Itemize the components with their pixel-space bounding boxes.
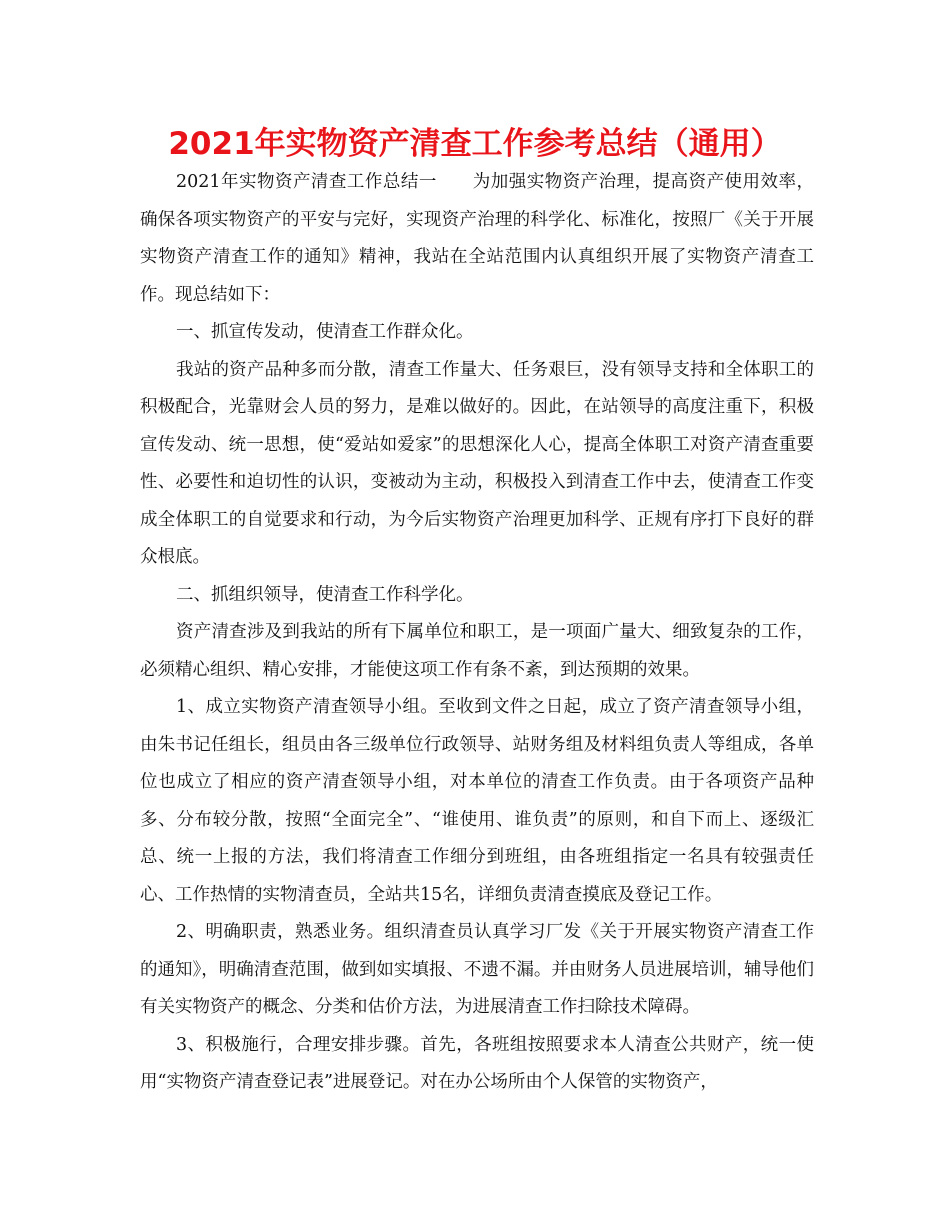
document-title: 2021年实物资产清查工作参考总结（通用）: [168, 126, 782, 162]
paragraph-item-2: 2、明确职责，熟悉业务。组织清查员认真学习厂发《关于开展实物资产清查工作的通知》，明确清查范围，做到如实填报、不遗不漏。并由财务人员进展培训，辅导他们有关实物资产的概念、分类和估价方法，为进展清查工作扫除技术障碍。: [140, 922, 814, 1017]
document-body: [140, 164, 814, 1102]
paragraph-intro: 2021年实物资产清查工作总结一 为加强实物资产治理，提高资产使用效率，确保各项实物资产的平安与完好，实现资产治理的科学化、标准化，按照厂《关于开展实物资产清查工作的通知》精神，我站在全站范围内认真组织开展了实物资产清查工作。现总结如下：: [140, 172, 814, 305]
paragraph-section-2: 资产清查涉及到我站的所有下属单位和职工，是一项面广量大、细致复杂的工作，必须精心组织、精心安排，才能使这项工作有条不紊，到达预期的效果。: [140, 622, 814, 680]
heading-section-2: 二、抓组织领导，使清查工作科学化。: [176, 584, 474, 605]
heading-section-1: 一、抓宣传发动，使清查工作群众化。: [176, 322, 474, 342]
paragraph-section-1: 我站的资产品种多而分散，清查工作量大、任务艰巨，没有领导支持和全体职工的积极配合，光靠财会人员的努力，是难以做好的。因此，在站领导的高度注重下，积极宣传发动、统一思想，使“爱站如爱家”的思想深化人心，提高全体职工对资产清查重要性、必要性和迫切性的认识，变被动为主动，积极投入到清查工作中去，使清查工作变成全体职工的自觉要求和行动，为今后实物资产治理更加科学、正规有序打下良好的群众根底。: [140, 359, 814, 567]
paragraph-item-1: 1、成立实物资产清查领导小组。至收到文件之日起，成立了资产清查领导小组，由朱书记任组长，组员由各三级单位行政领导、站财务组及材料组负责人等组成，各单位也成立了相应的资产清查领导小组，对本单位的清查工作负责。由于各项资产品种多、分布较分散，按照“全面完全”、“谁使用、谁负责”的原则，和自下而上、逐级汇总、统一上报的方法，我们将清查工作细分到班组，由各班组指定一名具有较强责任心、工作热情的实物清查员，全站共15名，详细负责清查摸底及登记工作。: [140, 697, 814, 905]
paragraph-item-3: 3、积极施行，合理安排步骤。首先，各班组按照要求本人清查公共财产，统一使用“实物资产清查登记表”进展登记。对在办公场所由个人保管的实物资产，: [140, 1034, 814, 1092]
